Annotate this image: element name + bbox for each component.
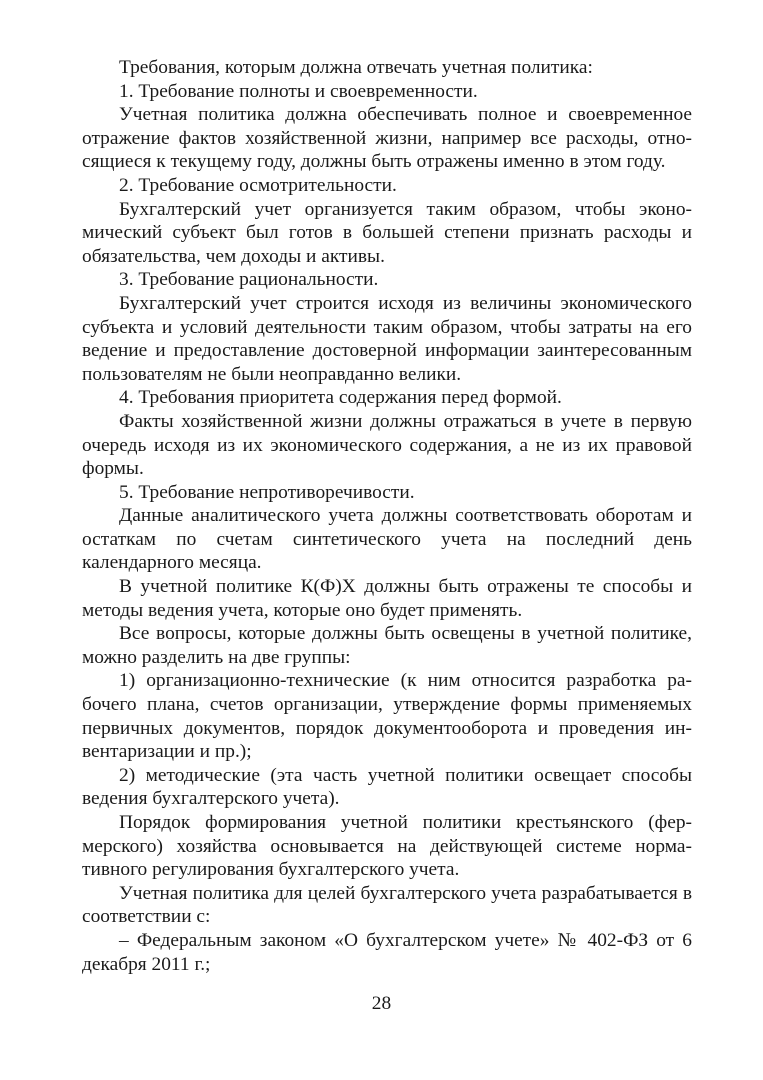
paragraph-req-5-body: Данные аналитического учета должны соответствовать оборотам и остаткам по счетам синтетического учета на последний день календарного месяца.: [82, 505, 692, 574]
paragraph-req-3-heading: 3. Требование рациональности.: [119, 269, 379, 291]
paragraph-req-3-body: Бухгалтерский учет строится исходя из величины экономического субъекта и условий деятельности таким образом, чтобы затраты на его ведение и предоставление достоверной информации заинтересованным пользователям не были неоправданно велики.: [82, 292, 692, 385]
paragraph-req-4-heading: 4. Требования приоритета содержания перед формой.: [119, 387, 562, 409]
page-number: 28: [371, 993, 392, 1014]
paragraph-requirements-intro: Требования, которым должна отвечать учетная политика:: [119, 57, 593, 78]
paragraph-group-1: 1) организационно-технические (к ним относится разработка рабочего плана, счетов организации, утверждение формы применяемых первичных документов, порядок документооборота и проведения инвентаризации и пр.);: [82, 670, 692, 763]
paragraph-req-5-heading: 5. Требование непротиворечивости.: [119, 481, 415, 503]
paragraph-federal-law: – Федеральным законом «О бухгалтерском учете» № 402-ФЗ от 6 декабря 2011 г.;: [82, 929, 692, 975]
paragraph-kfh-methods: В учетной политике К(Ф)Х должны быть отражены те способы и методы ведения учета, которые оно будет применять.: [82, 576, 692, 621]
paragraph-req-2-heading: 2. Требование осмотрительности.: [119, 174, 397, 196]
paragraph-developed-per: Учетная политика для целей бухгалтерского учета разрабатывается в соответствии с:: [82, 882, 692, 928]
paragraph-formation-order: Порядок формирования учетной политики крестьянского (фермерского) хозяйства основывается на действующей системе нормативного регулирования бухгалтерского учета.: [82, 812, 692, 881]
paragraph-req-1-body: Учетная политика должна обеспечивать полное и своевременное отражение фактов хозяйственной жизни, например все расходы, относящиеся к текущему году, должны быть отражены именно в этом году.: [82, 104, 692, 173]
paragraph-group-2: 2) методические (эта часть учетной политики освещает способы ведения бухгалтерского учета).: [82, 764, 692, 810]
paragraph-req-1-heading: 1. Требование полноты и своевременности.: [119, 80, 478, 102]
paragraph-req-2-body: Бухгалтерский учет организуется таким образом, чтобы экономический субъект был готов в большей степени признать расходы и обязательства, чем доходы и активы.: [82, 198, 692, 267]
body-text: [82, 56, 692, 976]
paragraph-question-groups: Все вопросы, которые должны быть освещены в учетной политике, можно разделить на две группы:: [82, 623, 692, 668]
paragraph-req-4-body: Факты хозяйственной жизни должны отражаться в учете в первую очередь исходя из их экономического содержания, а не из их правовой формы.: [82, 410, 692, 480]
